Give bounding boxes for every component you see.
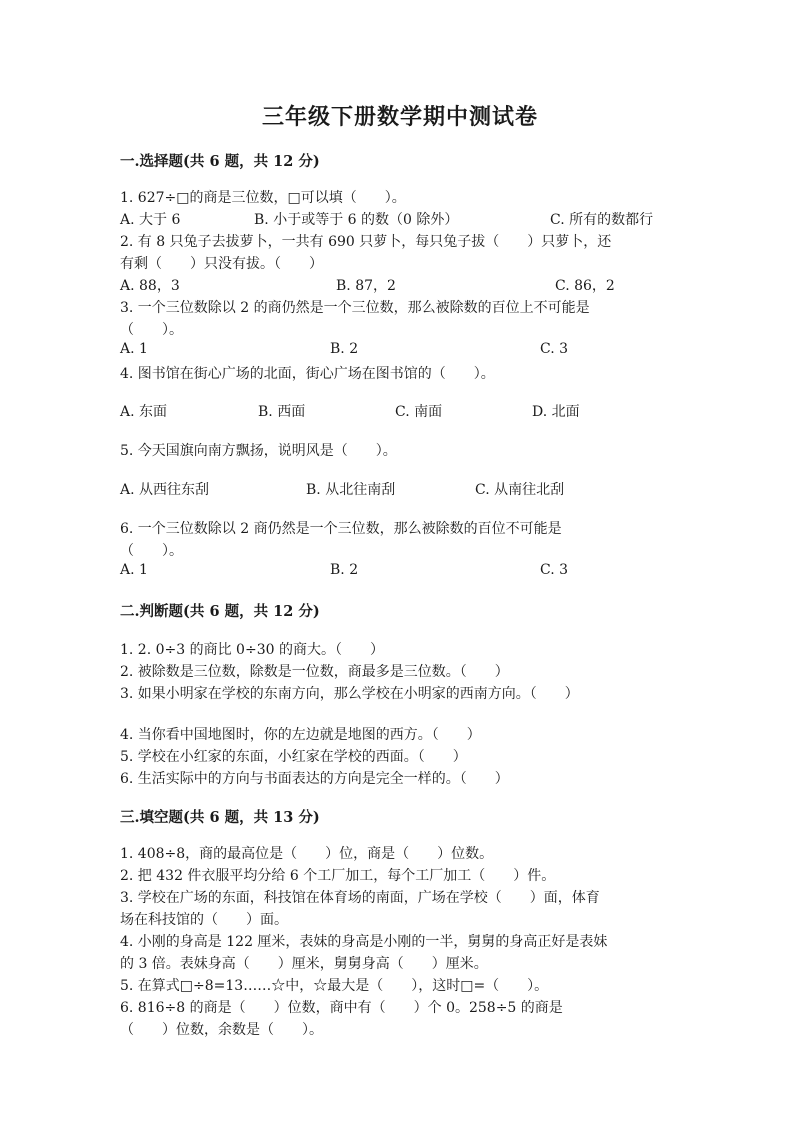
question-text: 3. 学校在广场的东面，科技馆在体育场的南面，广场在学校（ ）面，体育 <box>120 890 600 906</box>
question-text: （ ）。 <box>120 322 183 338</box>
question-text: 3. 如果小明家在学校的东南方向，那么学校在小明家的西南方向。（ ） <box>120 686 579 702</box>
question-text: 2. 有 8 只兔子去拔萝卜，一共有 690 只萝卜，每只兔子拔（ ）只萝卜，还 <box>120 234 612 250</box>
option-c: C. 3 <box>540 562 569 578</box>
question-text: 场在科技馆的（ ）面。 <box>120 912 288 928</box>
question-text: 6. 一个三位数除以 2 商仍然是一个三位数，那么被除数的百位不可能是 <box>120 521 562 537</box>
option-b: B. 从北往南刮 <box>306 482 396 498</box>
option-c: C. 所有的数都行 <box>550 212 654 228</box>
question-text: 4. 小刚的身高是 122 厘米，表妹的身高是小刚的一半，舅舅的身高正好是表妹 <box>120 934 608 950</box>
question-text: （ ）位数，余数是（ ）。 <box>120 1022 323 1038</box>
question-text: 4. 图书馆在街心广场的北面，街心广场在图书馆的（ ）。 <box>120 366 495 382</box>
option-c: C. 3 <box>540 341 569 357</box>
section-heading-fill-blank: 三.填空题(共 6 题，共 13 分) <box>120 809 320 826</box>
option-a: A. 大于 6 <box>120 212 181 228</box>
option-b: B. 西面 <box>258 404 306 420</box>
question-text: 1. 627÷□的商是三位数，□可以填（ ）。 <box>120 190 406 206</box>
option-c: C. 南面 <box>395 404 443 420</box>
question-text: 1. 408÷8，商的最高位是（ ）位，商是（ ）位数。 <box>120 846 494 862</box>
question-text: 4. 当你看中国地图时，你的左边就是地图的西方。（ ） <box>120 727 481 743</box>
question-text: 2. 被除数是三位数，除数是一位数，商最多是三位数。（ ） <box>120 664 509 680</box>
question-text: 1. 2. 0÷3 的商比 0÷30 的商大。（ ） <box>120 642 384 658</box>
option-a: A. 东面 <box>120 404 168 420</box>
page-title: 三年级下册数学期中测试卷 <box>261 104 538 130</box>
option-a: A. 从西往东刮 <box>120 482 210 498</box>
question-text: 5. 今天国旗向南方飘扬，说明风是（ ）。 <box>120 443 397 459</box>
question-text: 5. 在算式□÷8=13……☆中，☆最大是（ ），这时□=（ ）。 <box>120 978 549 994</box>
option-b: B. 小于或等于 6 的数（0 除外） <box>254 212 459 228</box>
option-c: C. 86，2 <box>555 278 615 294</box>
question-text: 6. 生活实际中的方向与书面表达的方向是完全一样的。（ ） <box>120 771 509 787</box>
option-a: A. 88，3 <box>120 278 180 294</box>
question-text: 5. 学校在小红家的东面，小红家在学校的西面。（ ） <box>120 749 467 765</box>
option-a: A. 1 <box>120 562 148 578</box>
section-heading-judgement: 二.判断题(共 6 题，共 12 分) <box>120 603 320 620</box>
question-text: （ ）。 <box>120 543 183 559</box>
question-text: 有剩（ ）只没有拔。（ ） <box>120 256 323 272</box>
question-text: 6. 816÷8 的商是（ ）位数，商中有（ ）个 0。258÷5 的商是 <box>120 1000 563 1016</box>
option-c: C. 从南往北刮 <box>475 482 565 498</box>
question-text: 2. 把 432 件衣服平均分给 6 个工厂加工，每个工厂加工（ ）件。 <box>120 868 556 884</box>
section-heading-choice: 一.选择题(共 6 题，共 12 分) <box>120 153 320 170</box>
question-text: 3. 一个三位数除以 2 的商仍然是一个三位数，那么被除数的百位上不可能是 <box>120 300 590 316</box>
question-text: 的 3 倍。表妹身高（ ）厘米，舅舅身高（ ）厘米。 <box>120 956 488 972</box>
option-b: B. 87，2 <box>336 278 396 294</box>
option-a: A. 1 <box>120 341 148 357</box>
option-b: B. 2 <box>330 562 359 578</box>
option-d: D. 北面 <box>532 404 580 420</box>
option-b: B. 2 <box>330 341 359 357</box>
